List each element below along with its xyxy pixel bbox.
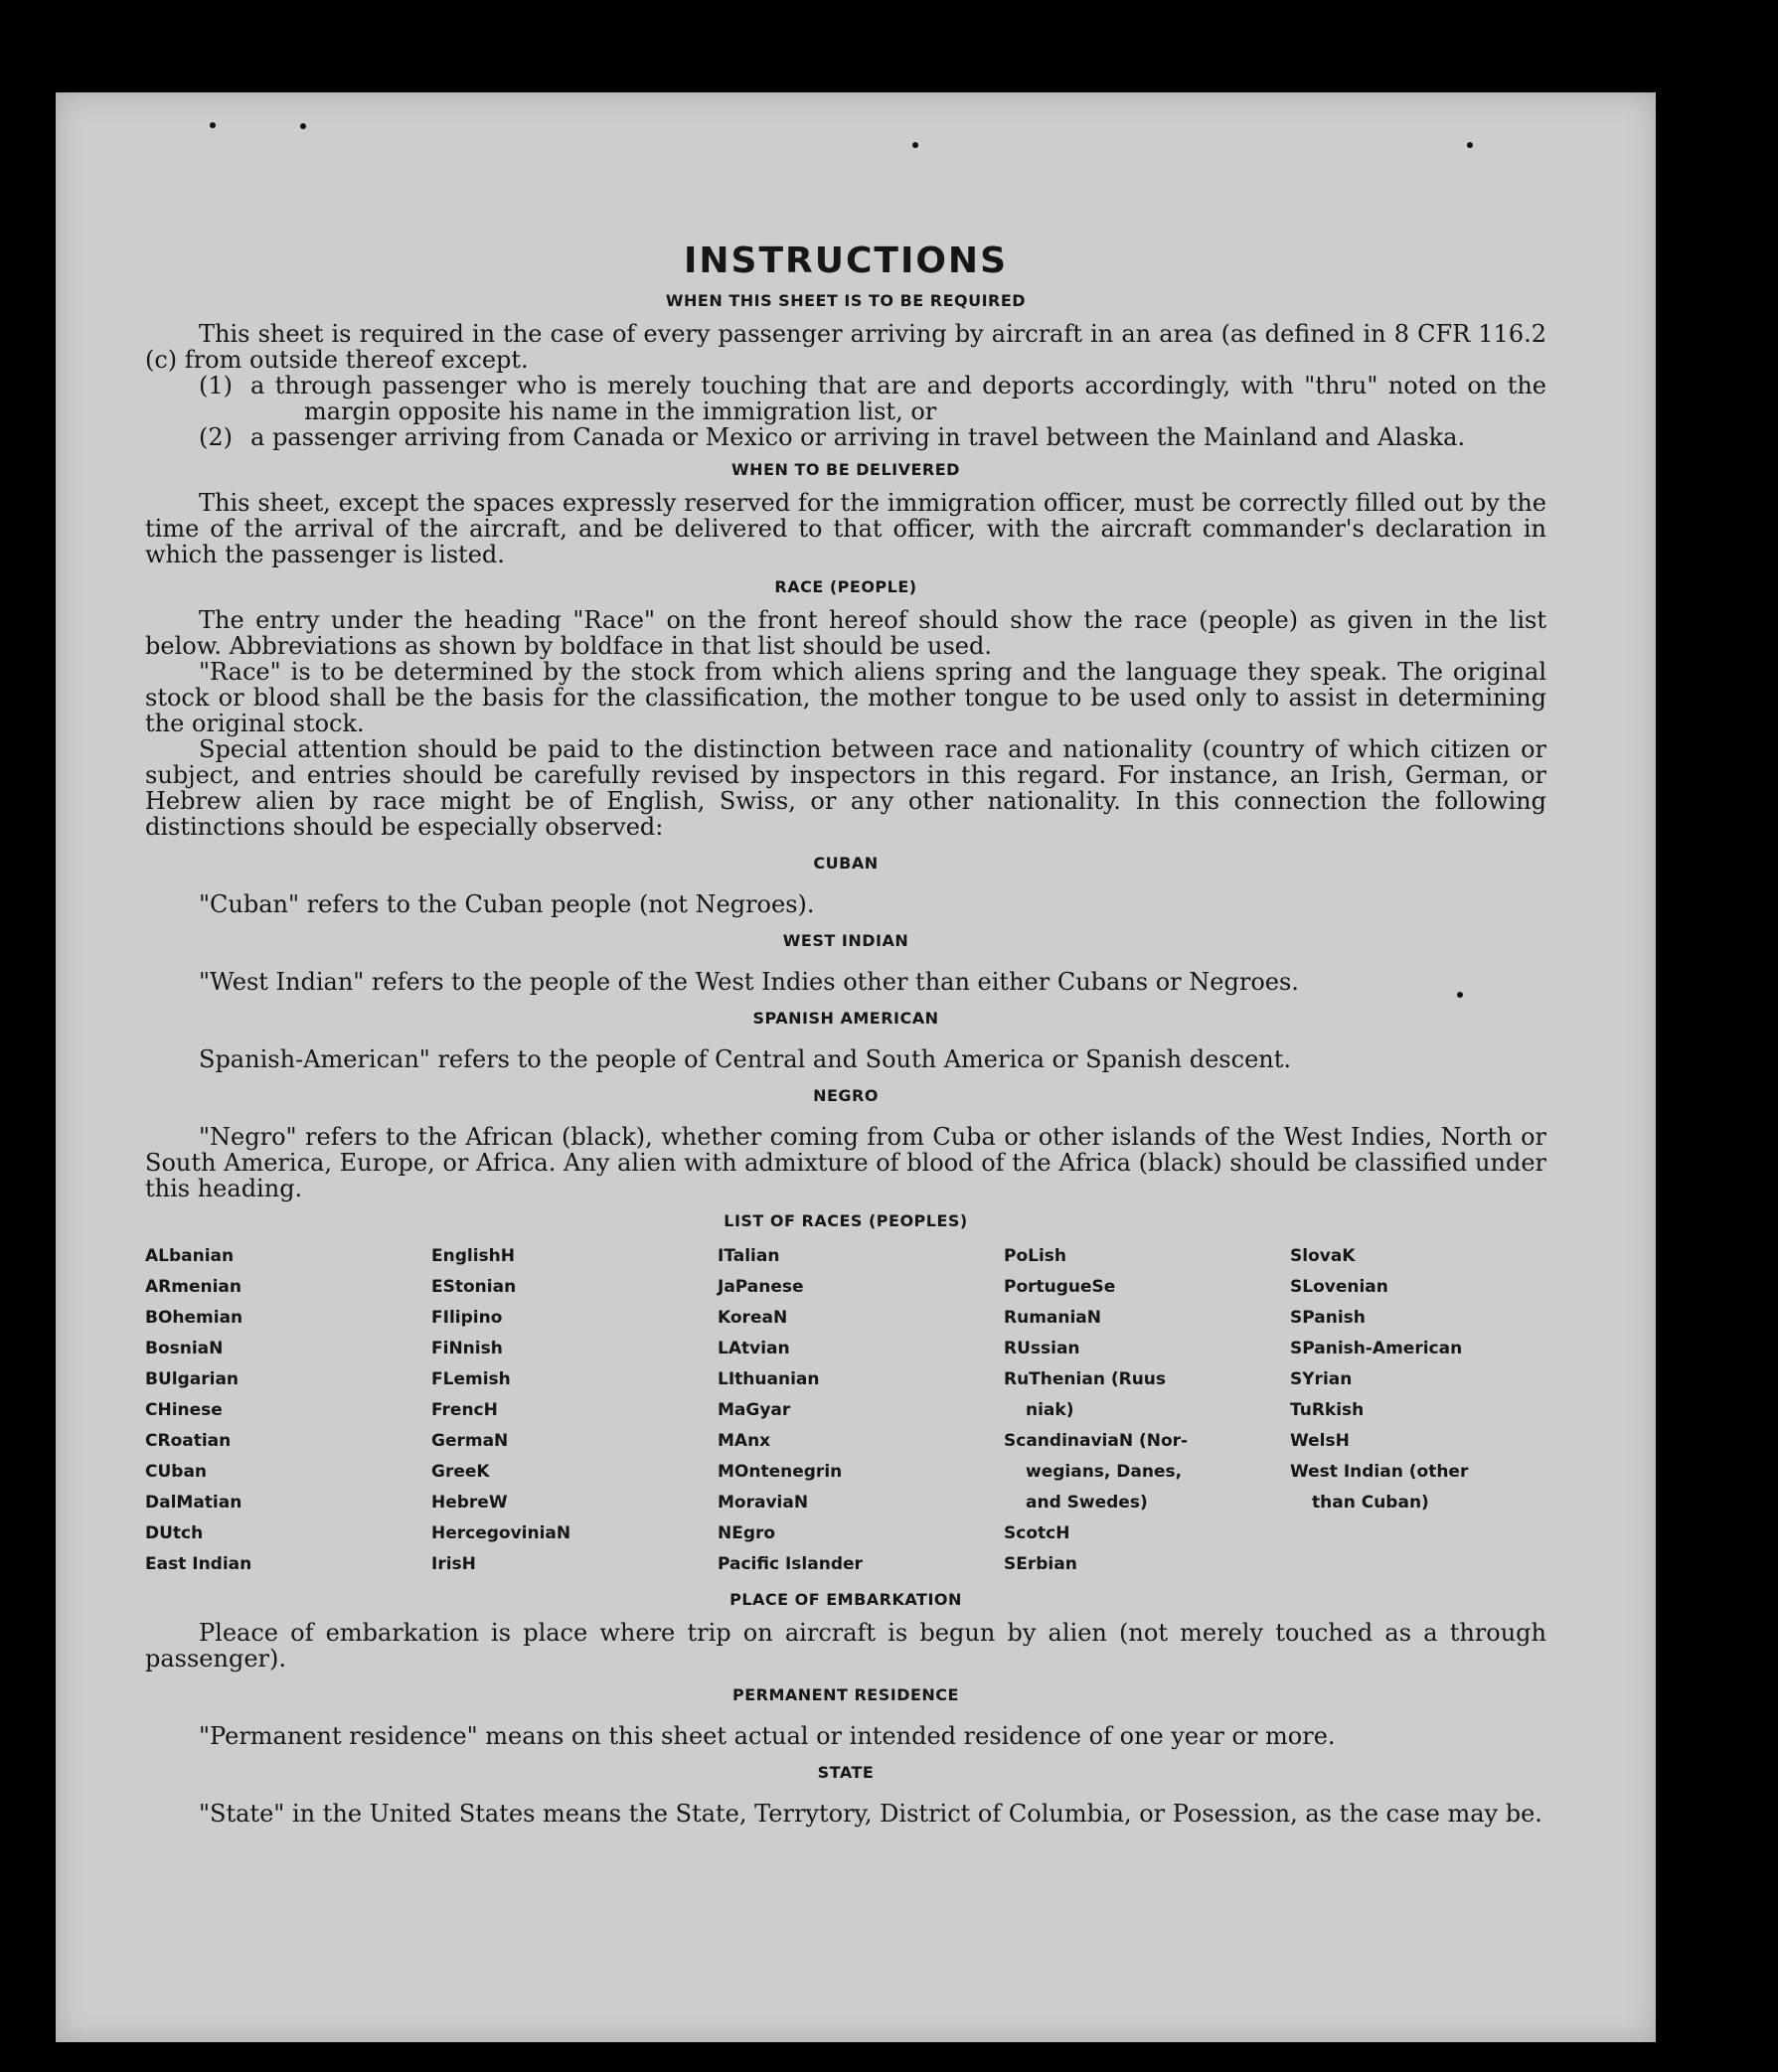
item-number: (2) bbox=[199, 423, 233, 451]
race-item: TuRkish bbox=[1290, 1400, 1365, 1420]
race-item: CHinese bbox=[145, 1400, 223, 1420]
race-item: MOntenegrin bbox=[718, 1462, 843, 1482]
heading-state: STATE bbox=[817, 1763, 875, 1782]
race-item: ScandinaviaN (Nor- bbox=[1004, 1431, 1189, 1451]
races-column-3 bbox=[718, 1241, 1004, 1580]
race-item-continued: than Cuban) bbox=[1312, 1493, 1429, 1513]
heading-permanent-residence: PERMANENT RESIDENCE bbox=[732, 1685, 959, 1704]
instructions-content bbox=[145, 241, 1546, 1827]
page-title: INSTRUCTIONS bbox=[684, 240, 1008, 281]
race-item: RumaniaN bbox=[1004, 1308, 1102, 1328]
races-list bbox=[145, 1241, 1546, 1580]
races-column-4 bbox=[1004, 1241, 1290, 1580]
race-item: EStonian bbox=[431, 1277, 517, 1297]
race-item: BUlgarian bbox=[145, 1369, 240, 1389]
heading-spanish-american: SPANISH AMERICAN bbox=[752, 1009, 939, 1028]
race-item: CRoatian bbox=[145, 1431, 232, 1451]
race-item: SLovenian bbox=[1290, 1277, 1388, 1297]
exception-item-2 bbox=[145, 424, 1546, 450]
race-item: EnglishH bbox=[431, 1246, 515, 1266]
item-text: a passenger arriving from Canada or Mexico or arriving in travel between the Mainland and Alaska. bbox=[250, 423, 1466, 451]
race-item: DUtch bbox=[145, 1523, 204, 1543]
race-item: LAtvian bbox=[718, 1339, 790, 1358]
race-paragraph-2: "Race" is to be determined by the stock from which aliens spring and the language they speak. The original stock or blood shall be the basis for the classification, the mother tongue to be used only to assist in determining the original stock. bbox=[145, 658, 1546, 737]
heading-west-indian: WEST INDIAN bbox=[782, 931, 909, 950]
heading-cuban: CUBAN bbox=[813, 854, 879, 873]
race-item: WelsH bbox=[1290, 1431, 1350, 1451]
item-text: a through passenger who is merely touching that are and deports accordingly, with "thru" noted on the margin opposite his name in the immigration list, or bbox=[250, 372, 1546, 425]
race-item: BosniaN bbox=[145, 1339, 224, 1358]
race-item: PortugueSe bbox=[1004, 1277, 1116, 1297]
race-item: SPanish bbox=[1290, 1308, 1366, 1328]
race-item: HebreW bbox=[431, 1493, 508, 1513]
race-item: FIlipino bbox=[431, 1308, 503, 1328]
state-text: "State" in the United States means the State, Terrytory, District of Columbia, or Posession, as the case may be. bbox=[199, 1800, 1542, 1828]
heading-place-of-embarkation: PLACE OF EMBARKATION bbox=[729, 1590, 962, 1609]
item-number: (1) bbox=[199, 372, 233, 399]
race-item: NEgro bbox=[718, 1523, 776, 1543]
race-item: ALbanian bbox=[145, 1246, 235, 1266]
race-item: JaPanese bbox=[718, 1277, 804, 1297]
document-sheet bbox=[56, 92, 1656, 2042]
residence-text: "Permanent residence" means on this sheet actual or intended residence of one year or more. bbox=[199, 1722, 1336, 1750]
race-item: BOhemian bbox=[145, 1308, 243, 1328]
race-item: FiNnish bbox=[431, 1339, 503, 1358]
race-item: West Indian (other bbox=[1290, 1462, 1469, 1482]
cuban-text: "Cuban" refers to the Cuban people (not Negroes). bbox=[199, 890, 815, 918]
race-item: MaGyar bbox=[718, 1400, 791, 1420]
race-item: ITalian bbox=[718, 1246, 780, 1266]
race-item: ARmenian bbox=[145, 1277, 242, 1297]
heading-when-delivered: WHEN TO BE DELIVERED bbox=[731, 460, 960, 479]
heading-negro: NEGRO bbox=[813, 1086, 879, 1105]
heading-when-required: WHEN THIS SHEET IS TO BE REQUIRED bbox=[665, 291, 1027, 310]
heading-race: RACE (PEOPLE) bbox=[774, 577, 917, 596]
race-item: SPanish-American bbox=[1290, 1339, 1463, 1358]
punch-mark bbox=[912, 142, 918, 148]
race-item: HercegoviniaN bbox=[431, 1523, 571, 1543]
race-item-continued: wegians, Danes, bbox=[1026, 1462, 1183, 1482]
race-item: LIthuanian bbox=[718, 1369, 820, 1389]
west-indian-text: "West Indian" refers to the people of the West Indies other than either Cubans or Negroes. bbox=[199, 968, 1299, 996]
races-column-5 bbox=[1290, 1241, 1576, 1580]
punch-mark bbox=[210, 122, 216, 128]
race-item: PoLish bbox=[1004, 1246, 1067, 1266]
negro-text: "Negro" refers to the African (black), whether coming from Cuba or other islands of the West Indies, North or South America, Europe, or Africa. Any alien with admixture of blood of the Africa (black) should be classified under this heading. bbox=[145, 1123, 1546, 1202]
when-delivered-text: This sheet, except the spaces expressly reserved for the immigration officer, must be correctly filled out by the time of the arrival of the aircraft, and be delivered to that officer, with the aircraft commander's declaration in which the passenger is listed. bbox=[145, 489, 1546, 568]
race-item: GermaN bbox=[431, 1431, 509, 1451]
race-item: DalMatian bbox=[145, 1493, 242, 1513]
race-item: CUban bbox=[145, 1462, 208, 1482]
embarkation-text: Pleace of embarkation is place where trip on aircraft is begun by alien (not merely touched as a through passenger). bbox=[145, 1619, 1546, 1673]
race-item-continued: niak) bbox=[1026, 1400, 1074, 1420]
race-item: RuThenian (Ruus bbox=[1004, 1369, 1167, 1389]
race-paragraph-3: Special attention should be paid to the distinction between race and nationality (country of which citizen or subject, and entries should be carefully revised by inspectors in this regard. For instance, an Irish, German, or Hebrew alien by race might be of English, Swiss, or any other nationality. In this connection the following distinctions should be especially observed: bbox=[145, 735, 1546, 841]
race-paragraph-1: The entry under the heading "Race" on the front hereof should show the race (people) as given in the list below. Abbreviations as shown by boldface in that list should be used. bbox=[145, 606, 1546, 660]
race-item: KoreaN bbox=[718, 1308, 788, 1328]
heading-list-of-races: LIST OF RACES (PEOPLES) bbox=[724, 1211, 968, 1230]
race-item: IrisH bbox=[431, 1554, 476, 1574]
races-column-1 bbox=[145, 1241, 431, 1580]
exception-item-1 bbox=[145, 373, 1546, 424]
punch-mark bbox=[1467, 142, 1473, 148]
race-item: FrencH bbox=[431, 1400, 498, 1420]
race-item: SlovaK bbox=[1290, 1246, 1356, 1266]
punch-mark bbox=[300, 123, 306, 129]
race-item: GreeK bbox=[431, 1462, 490, 1482]
spanish-american-text: Spanish-American" refers to the people of Central and South America or Spanish descent. bbox=[199, 1045, 1291, 1073]
race-item: East Indian bbox=[145, 1554, 252, 1574]
race-item: ScotcH bbox=[1004, 1523, 1070, 1543]
race-item: FLemish bbox=[431, 1369, 511, 1389]
race-item: SErbian bbox=[1004, 1554, 1077, 1574]
race-item: RUssian bbox=[1004, 1339, 1080, 1358]
race-item: Pacific Islander bbox=[718, 1554, 863, 1574]
races-column-2 bbox=[431, 1241, 718, 1580]
race-item: MoraviaN bbox=[718, 1493, 809, 1513]
when-required-text: This sheet is required in the case of every passenger arriving by aircraft in an area (as defined in 8 CFR 116.2 (c) from outside thereof except. bbox=[145, 320, 1546, 374]
race-item: SYrian bbox=[1290, 1369, 1353, 1389]
race-item-continued: and Swedes) bbox=[1026, 1493, 1148, 1513]
race-item: MAnx bbox=[718, 1431, 771, 1451]
